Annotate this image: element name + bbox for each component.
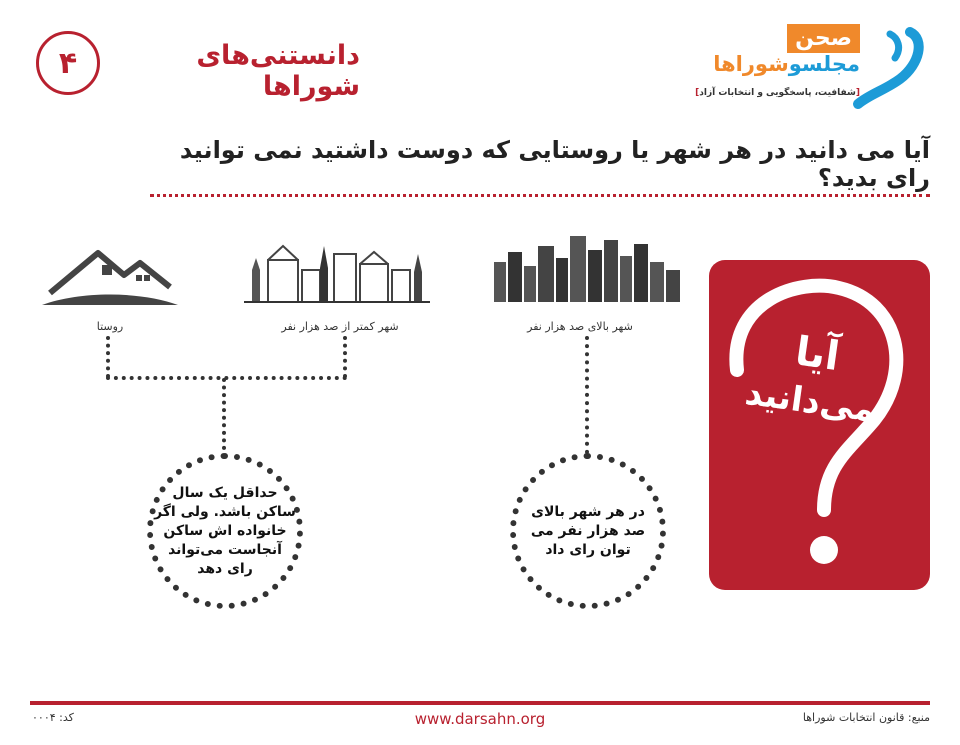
logo-word-va: و: [788, 52, 802, 76]
logo-top-text: صحن: [787, 24, 860, 53]
horizontal-connector: [106, 376, 347, 380]
residency-info-text: حداقل یک سال ساکن باشد. ولی اگر خانواده اش ساکن آنجاست می‌تواند رای دهد: [154, 484, 296, 577]
logo-swirl-icon: [850, 24, 930, 114]
logo-tagline: [شفافیت، پاسخگویی و انتخابات آزاد]: [695, 88, 860, 98]
big-city-skyline-icon: [492, 232, 682, 302]
main-question: آیا می‌ دانید در هر شهر یا روستایی که دوست داشتید نمی‌ توانید رای بدید؟: [150, 136, 930, 197]
did-you-know-card: [709, 260, 930, 590]
footer-code: کد: ۰۰۰۴: [32, 711, 74, 724]
left-circle-connector: [222, 378, 226, 450]
big-city-connector: [585, 336, 589, 454]
section-number-badge: [36, 31, 100, 95]
footer-url[interactable]: www.darsahn.org: [414, 710, 546, 728]
logo-main-text: [713, 52, 860, 76]
did-you-know-line1: آیا: [792, 328, 843, 381]
village-house-icon: [40, 245, 180, 310]
village-connector: [106, 336, 110, 378]
did-you-know-text: [743, 321, 885, 434]
big-city-info-text: در هر شهر بالای صد هزار نفر می توان رای داد: [530, 503, 646, 558]
small-city-icon: [242, 240, 432, 308]
logo-word-shoraha: شوراها: [713, 52, 789, 76]
footer-source: منبع: قانون انتخابات شوراها: [802, 711, 930, 724]
brand-logo: [680, 24, 930, 114]
did-you-know-line2: می‌دانید: [742, 372, 878, 431]
section-number: ۴: [58, 45, 78, 81]
logo-word-majles: مجلس: [801, 52, 860, 76]
residency-info-circle: [147, 453, 303, 609]
big-city-label: شهر بالای صد هزار نفر: [527, 320, 633, 333]
page-title: دانستنی‌های شوراها: [196, 40, 360, 102]
footer-divider: [30, 701, 930, 705]
big-city-info-circle: [510, 453, 666, 609]
village-label: روستا: [96, 320, 124, 333]
small-city-connector: [343, 336, 347, 378]
logo-tagline-text: شفافیت، پاسخگویی و انتخابات آزاد: [699, 88, 856, 98]
small-city-label: شهر کمتر از صد هزار نفر: [281, 320, 399, 333]
